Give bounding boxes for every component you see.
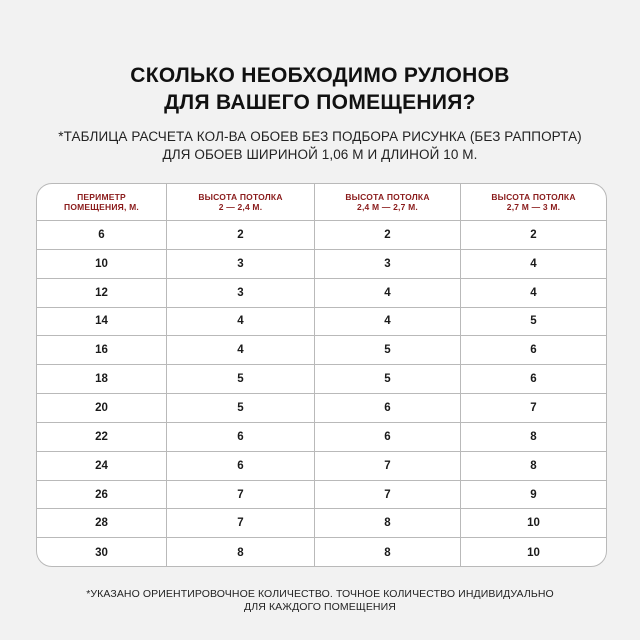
table-row	[37, 336, 606, 365]
cell-rolls-2.7-3: 9	[530, 488, 537, 501]
cell-perimeter: 26	[37, 481, 167, 509]
page-title	[0, 62, 640, 116]
table-description	[0, 128, 640, 164]
cell-perimeter: 10	[37, 250, 167, 278]
header-perimeter	[37, 184, 167, 220]
cell-rolls-2.7-3: 2	[530, 228, 537, 241]
cell-rolls-2.4-2.7: 5	[315, 365, 461, 393]
cell-rolls-2-2.4: 3	[167, 279, 315, 307]
cell-perimeter: 18	[37, 365, 167, 393]
cell-rolls-2-2.4: 8	[167, 538, 315, 567]
table-description-line-1: *ТАБЛИЦА РАСЧЕТА КОЛ-ВА ОБОЕВ БЕЗ ПОДБОРА РИСУНКА (БЕЗ РАППОРТА)	[58, 129, 582, 144]
cell-rolls-2.7-3: 5	[530, 315, 537, 328]
page-title-line-1: СКОЛЬКО НЕОБХОДИМО РУЛОНОВ	[130, 64, 510, 87]
cell-rolls-2.7-3: 6	[530, 373, 537, 386]
cell-rolls-2.7-3: 4	[530, 286, 537, 299]
cell-rolls-2.4-2.7: 8	[315, 509, 461, 537]
table-row	[37, 481, 606, 510]
cell-rolls-2-2.4: 6	[167, 452, 315, 480]
cell-rolls-2.7-3: 8	[530, 459, 537, 472]
header-height-2.4-2.7	[315, 184, 461, 220]
cell-rolls-2.4-2.7: 3	[315, 250, 461, 278]
cell-rolls-2.7-3: 10	[527, 546, 540, 559]
table-row	[37, 250, 606, 279]
cell-rolls-2-2.4: 6	[167, 423, 315, 451]
cell-rolls-2.4-2.7: 8	[315, 538, 461, 567]
table-row	[37, 394, 606, 423]
header-perimeter-line-2: ПОМЕЩЕНИЯ, М.	[64, 202, 139, 212]
cell-perimeter: 22	[37, 423, 167, 451]
table-row	[37, 279, 606, 308]
cell-perimeter: 20	[37, 394, 167, 422]
cell-rolls-2-2.4: 5	[167, 394, 315, 422]
cell-perimeter: 12	[37, 279, 167, 307]
cell-rolls-2-2.4: 3	[167, 250, 315, 278]
table-row	[37, 452, 606, 481]
cell-rolls-2.4-2.7: 7	[315, 481, 461, 509]
cell-rolls-2-2.4: 4	[167, 308, 315, 336]
table-body	[37, 221, 606, 567]
cell-rolls-2.4-2.7: 2	[315, 221, 461, 249]
footnote-line-1: *УКАЗАНО ОРИЕНТИРОВОЧНОЕ КОЛИЧЕСТВО. ТОЧНОЕ КОЛИЧЕСТВО ИНДИВИДУАЛЬНО	[86, 588, 554, 600]
wallpaper-rolls-table	[36, 183, 607, 567]
cell-rolls-2.4-2.7: 7	[315, 452, 461, 480]
footnote-line-2: ДЛЯ КАЖДОГО ПОМЕЩЕНИЯ	[244, 601, 396, 613]
table-description-line-2: ДЛЯ ОБОЕВ ШИРИНОЙ 1,06 М И ДЛИНОЙ 10 М.	[162, 147, 478, 162]
footnote	[0, 588, 640, 614]
cell-rolls-2-2.4: 2	[167, 221, 315, 249]
cell-rolls-2.4-2.7: 5	[315, 336, 461, 364]
cell-rolls-2.7-3: 7	[530, 401, 537, 414]
table-row	[37, 365, 606, 394]
cell-rolls-2.7-3: 8	[530, 430, 537, 443]
cell-perimeter: 6	[37, 221, 167, 249]
header-height-2.4-2.7-line-1: ВЫСОТА ПОТОЛКА	[345, 192, 430, 202]
table-row	[37, 509, 606, 538]
cell-perimeter: 16	[37, 336, 167, 364]
header-perimeter-line-1: ПЕРИМЕТР	[77, 192, 126, 202]
header-height-2-2.4-line-1: ВЫСОТА ПОТОЛКА	[198, 192, 283, 202]
cell-perimeter: 24	[37, 452, 167, 480]
cell-rolls-2.7-3: 10	[527, 517, 540, 530]
header-height-2.7-3-line-1: ВЫСОТА ПОТОЛКА	[491, 192, 576, 202]
cell-rolls-2-2.4: 4	[167, 336, 315, 364]
cell-rolls-2-2.4: 5	[167, 365, 315, 393]
header-height-2.4-2.7-line-2: 2,4 М — 2,7 М.	[357, 202, 418, 212]
table-row	[37, 423, 606, 452]
cell-perimeter: 30	[37, 538, 167, 567]
table-header-row	[37, 184, 606, 221]
header-height-2-2.4	[167, 184, 315, 220]
page-title-line-2: ДЛЯ ВАШЕГО ПОМЕЩЕНИЯ?	[164, 91, 476, 114]
cell-rolls-2.4-2.7: 6	[315, 394, 461, 422]
header-height-2-2.4-line-2: 2 — 2,4 М.	[218, 202, 263, 212]
cell-rolls-2-2.4: 7	[167, 481, 315, 509]
cell-perimeter: 28	[37, 509, 167, 537]
cell-rolls-2.4-2.7: 4	[315, 308, 461, 336]
cell-rolls-2-2.4: 7	[167, 509, 315, 537]
cell-perimeter: 14	[37, 308, 167, 336]
table-row	[37, 538, 606, 567]
header-height-2.7-3-line-2: 2,7 М — 3 М.	[506, 202, 561, 212]
cell-rolls-2.4-2.7: 4	[315, 279, 461, 307]
cell-rolls-2.7-3: 6	[530, 344, 537, 357]
header-height-2.7-3	[461, 184, 606, 220]
cell-rolls-2.7-3: 4	[530, 257, 537, 270]
table-row	[37, 308, 606, 337]
cell-rolls-2.4-2.7: 6	[315, 423, 461, 451]
table-row	[37, 221, 606, 250]
